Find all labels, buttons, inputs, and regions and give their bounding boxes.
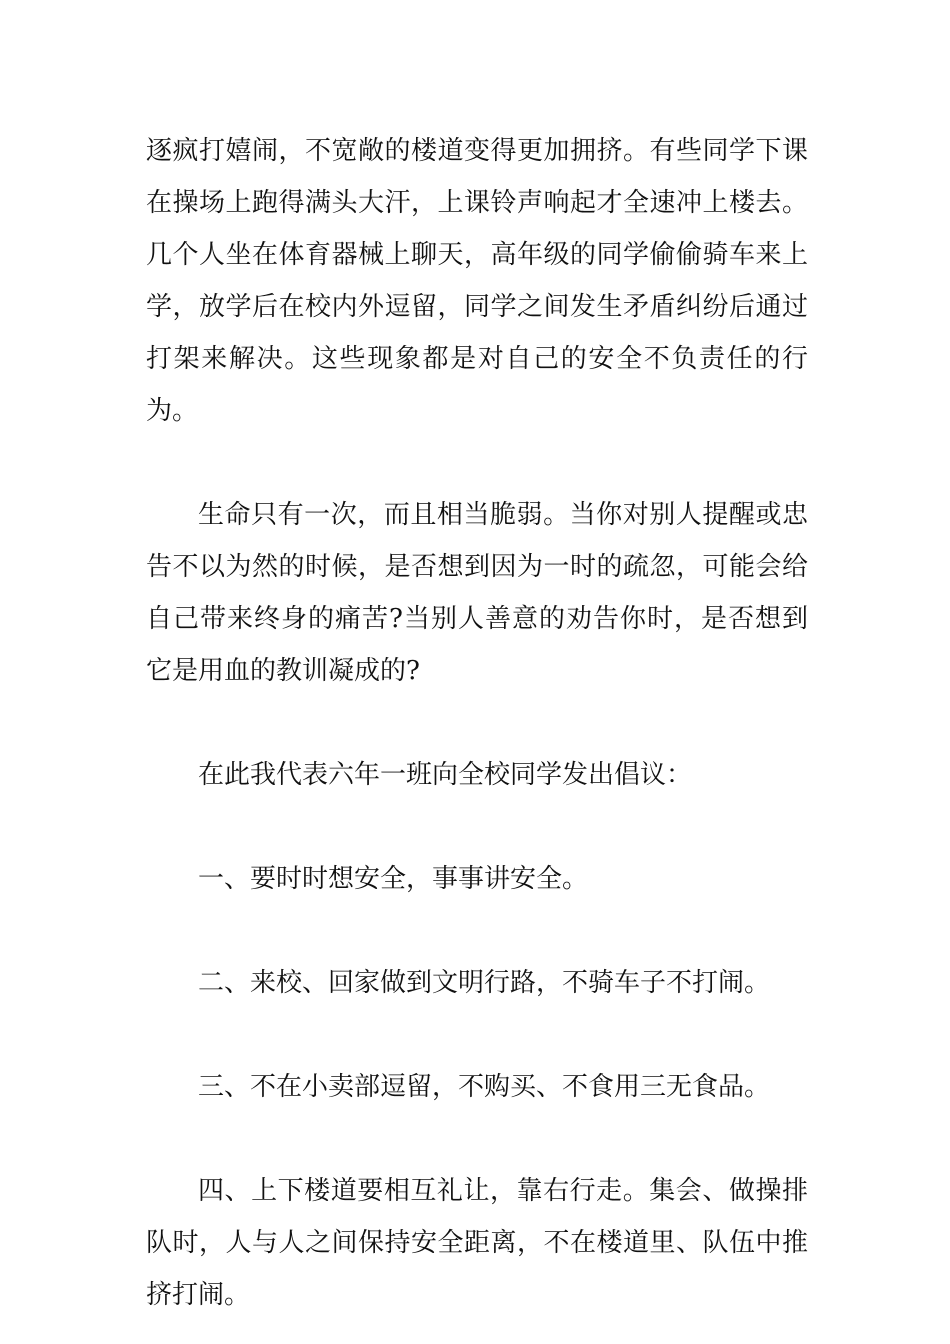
paragraph-continuation: 逐疯打嬉闹，不宽敞的楼道变得更加拥挤。有些同学下课在操场上跑得满头大汗，上课铃声响起才全速冲上楼去。几个人坐在体育器械上聊天，高年级的同学偷偷骑车来上学，放学后在校内外逗留，同学之间发生矛盾纠纷后通过打架来解决。这些现象都是对自己的安全不负责任的行为。	[146, 136, 808, 426]
proposal-item-4: 四、上下楼道要相互礼让，靠右行走。集会、做操排队时，人与人之间保持安全距离，不在楼道里、队伍中推挤打闹。	[146, 1176, 808, 1310]
proposal-item-1: 一、要时时想安全，事事讲安全。	[198, 864, 589, 894]
paragraph-gap	[146, 437, 808, 489]
proposal-item-3: 三、不在小卖部逗留，不购买、不食用三无食品。	[198, 1072, 771, 1102]
paragraph-gap	[146, 1113, 808, 1165]
paragraph-gap	[146, 801, 808, 853]
paragraph-gap	[146, 697, 808, 749]
proposal-item-2: 二、来校、回家做到文明行路，不骑车子不打闹。	[198, 968, 771, 998]
paragraph-gap	[146, 905, 808, 957]
paragraph-proposal-intro: 在此我代表六年一班向全校同学发出倡议：	[198, 760, 693, 790]
paragraph-gap	[146, 1009, 808, 1061]
paragraph-life: 生命只有一次，而且相当脆弱。当你对别人提醒或忠告不以为然的时候，是否想到因为一时的疏忽，可能会给自己带来终身的痛苦?当别人善意的劝告你时，是否想到它是用血的教训凝成的?	[146, 500, 808, 686]
